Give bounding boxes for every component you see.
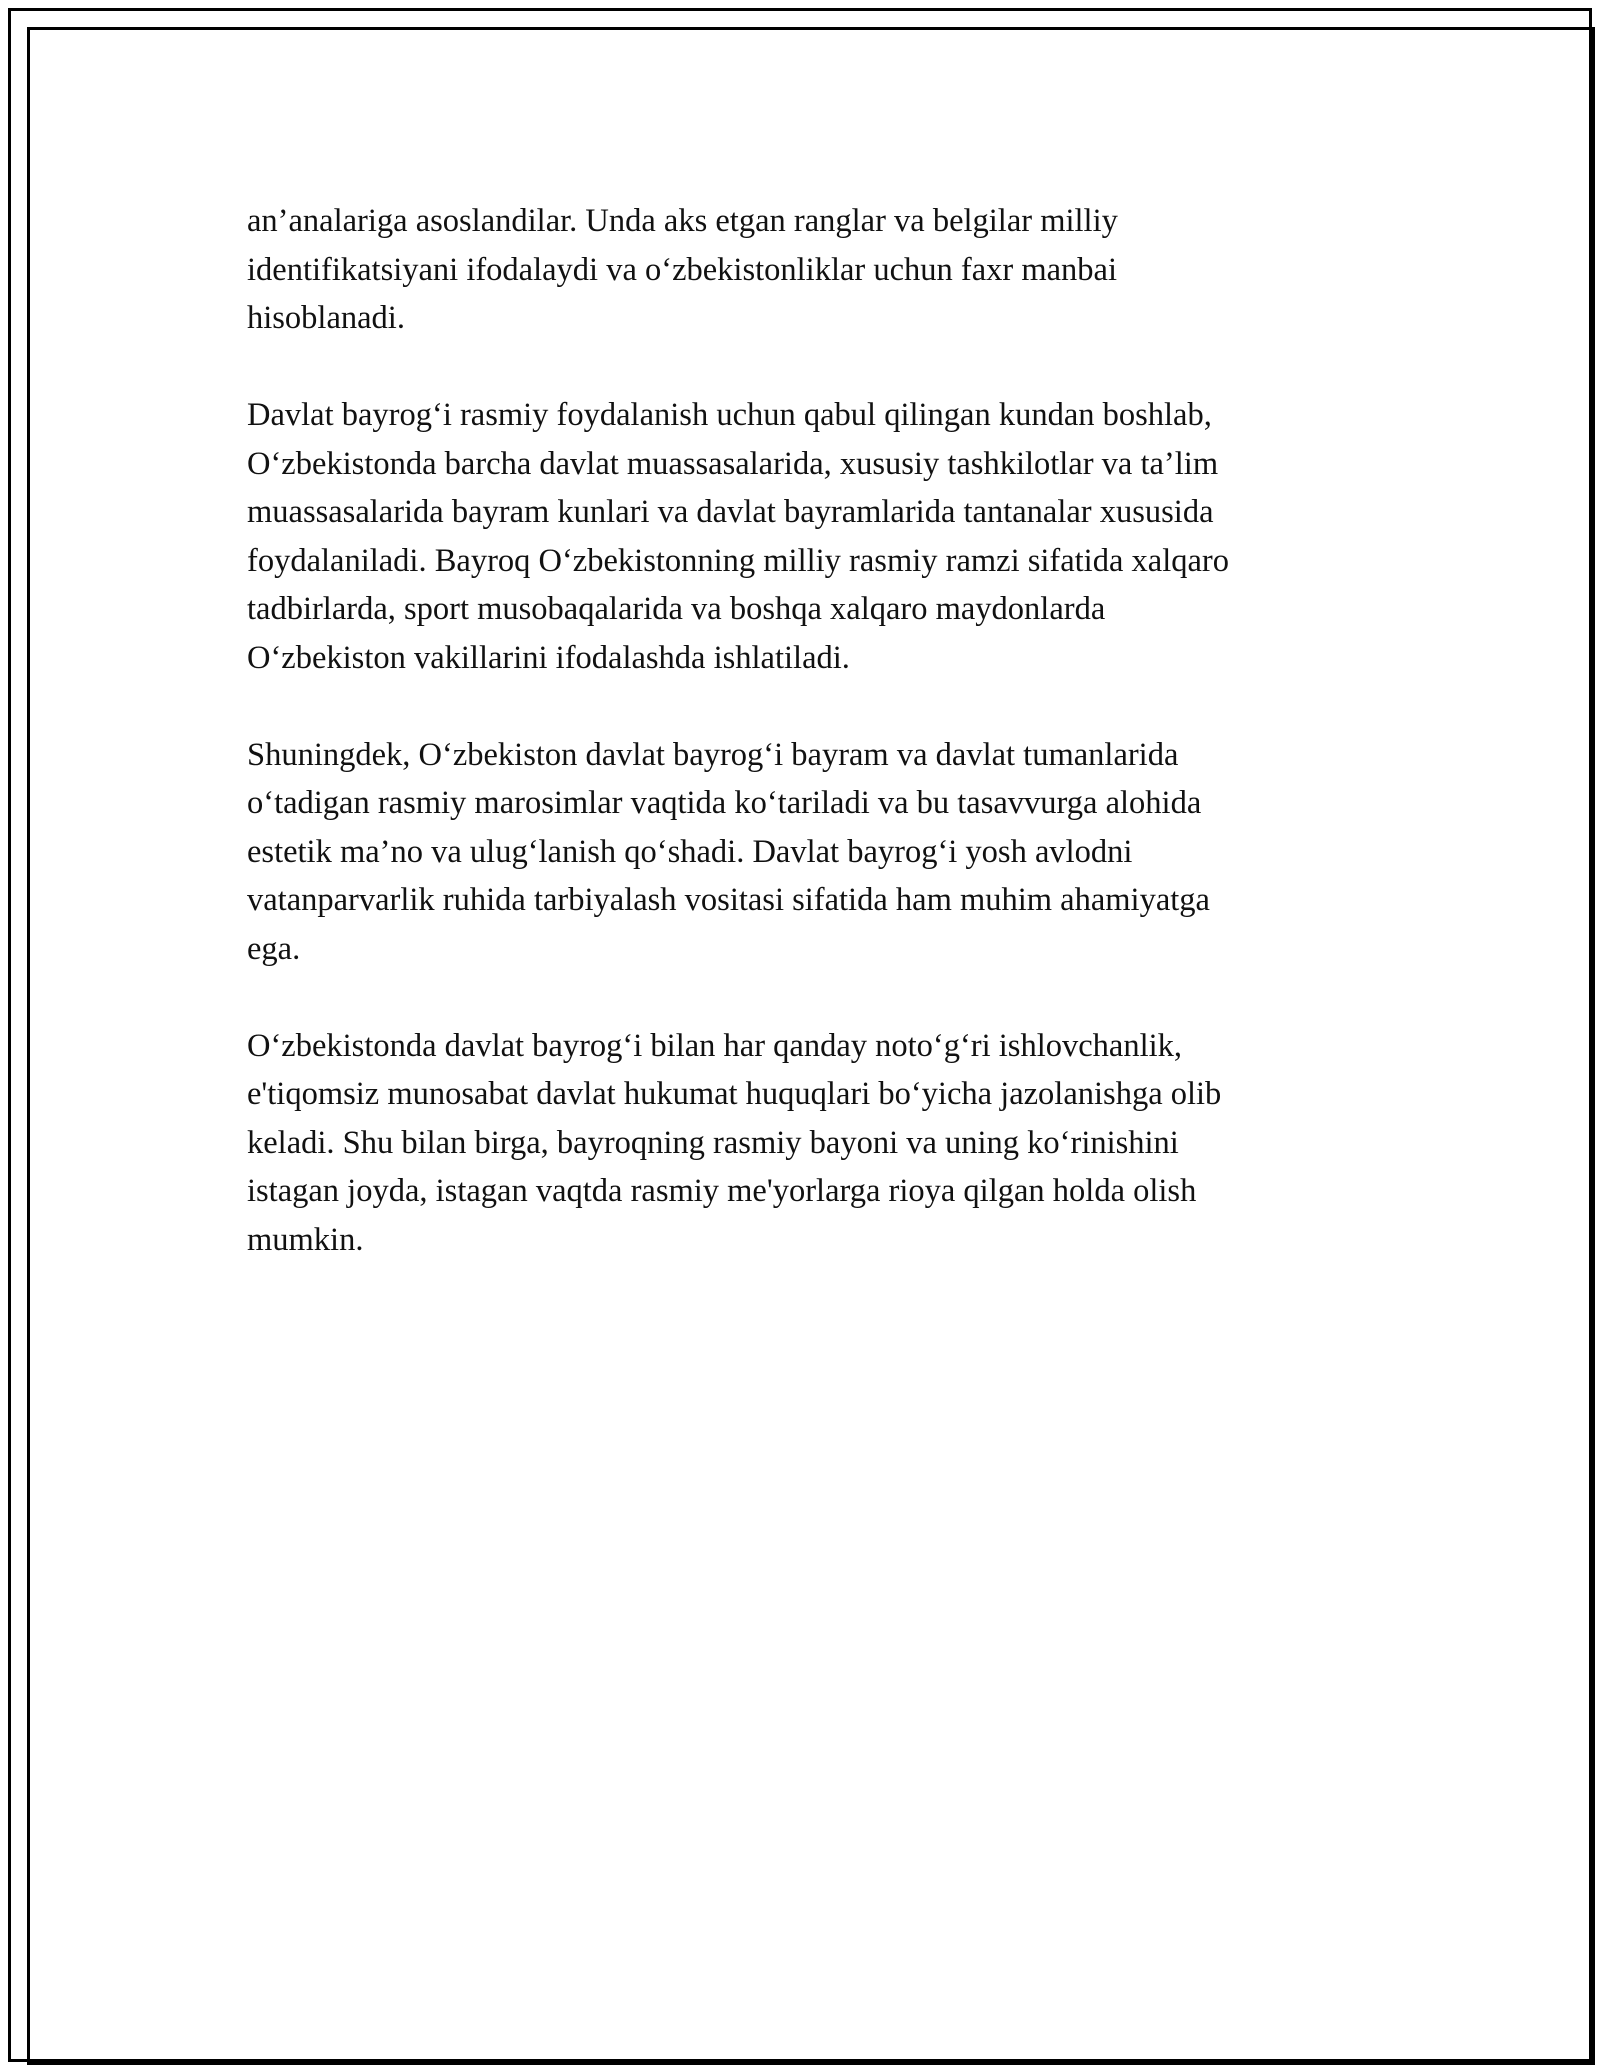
paragraph-2: Davlat bayrog‘i rasmiy foydalanish uchun qabul qilingan kundan boshlab, O‘zbekistonda barcha davlat muassasalarida, xususiy tashkilotlar va ta’lim muassasalarida bayram kunlari va davlat bayramlarida tantanalar xususida foydalaniladi. Bayroq O‘zbekistonning milliy rasmiy ramzi sifatida xalqaro tadbirlarda, sport musobaqalarida va boshqa xalqaro maydonlarda O‘zbekiston vakillarini ifodalashda ishlatiladi. <box>247 397 1229 676</box>
page-frame <box>8 8 1592 2062</box>
paragraph-4: O‘zbekistonda davlat bayrog‘i bilan har qanday noto‘g‘ri ishlovchanlik, e'tiqomsiz munosabat davlat hukumat huquqlari bo‘yicha jazolanishga olib keladi. Shu bilan birga, bayroqning rasmiy bayoni va uning ko‘rinishini istagan joyda, istagan vaqtda rasmiy me'yorlarga rioya qilgan holda olish mumkin. <box>247 1027 1222 1258</box>
document-body <box>247 197 1377 1313</box>
paragraph-3: Shuningdek, O‘zbekiston davlat bayrog‘i bayram va davlat tumanlarida o‘tadigan rasmiy marosimlar vaqtida ko‘tariladi va bu tasavvurga alohida estetik ma’no va ulug‘lanish qo‘shadi. Davlat bayrog‘i yosh avlodni vatanparvarlik ruhida tarbiyalash vositasi sifatida ham muhim ahamiyatga ega. <box>247 736 1210 967</box>
paragraph-1: an’analariga asoslandilar. Unda aks etgan ranglar va belgilar milliy identifikatsiyani ifodalaydi va o‘zbekistonliklar uchun faxr manbai hisoblanadi. <box>247 203 1118 336</box>
